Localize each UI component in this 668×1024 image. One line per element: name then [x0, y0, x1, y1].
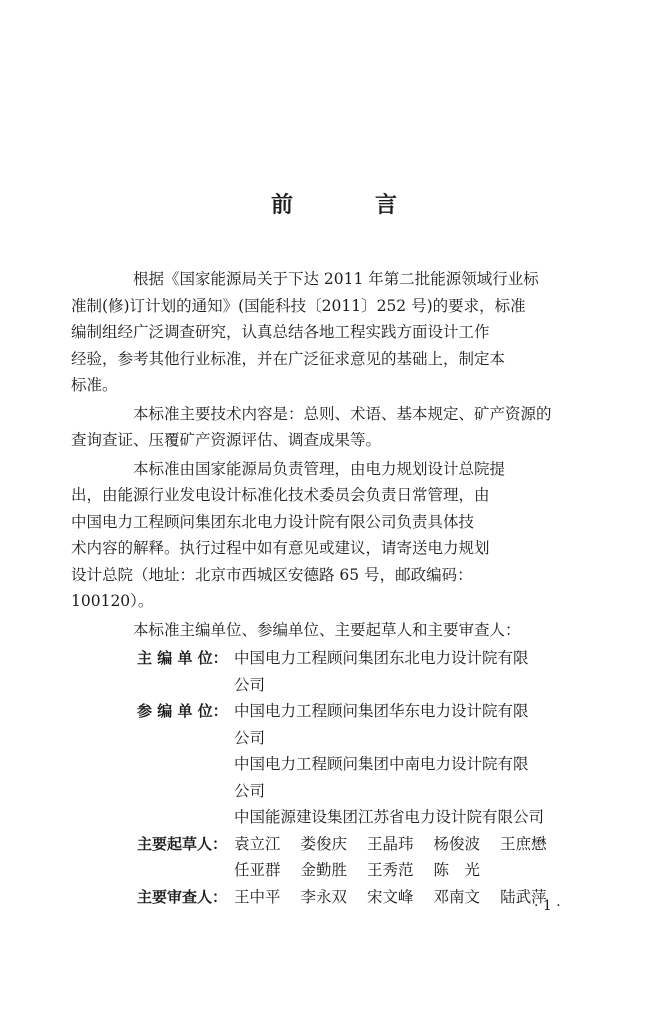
- drafter-name: 杨俊波: [433, 834, 481, 853]
- text-line: 本标准主编单位、参编单位、主要起草人和主要审查人：: [133, 620, 521, 639]
- reviewers-label: 主要审查人：: [137, 887, 228, 906]
- text-line: 查询查证、压覆矿产资源评估、调查成果等。: [71, 431, 382, 449]
- preface-paragraph-4: [102, 617, 590, 644]
- reviewer-name: 邓南文: [433, 887, 481, 906]
- preface-paragraph-2: [71, 401, 590, 454]
- reviewer-name: 陆武萍: [500, 887, 547, 906]
- text-line: 出，由能源行业发电设计标准化技术委员会负责日常管理，由: [71, 486, 490, 504]
- co-editor-value: 公司: [234, 728, 266, 747]
- main-reviewers: [102, 884, 590, 911]
- drafter-name: 王庶懋: [500, 834, 547, 853]
- preface-paragraph-1: [71, 266, 590, 399]
- drafter-name: 王晶玮: [367, 834, 414, 853]
- drafter-name: 娄俊庆: [300, 834, 348, 853]
- drafter-name: 金勤胜: [300, 861, 348, 879]
- drafters-row-2: [234, 857, 590, 884]
- main-drafters: [102, 831, 590, 884]
- text-line: 根据《国家能源局关于下达 2011 年第二批能源领域行业标: [133, 270, 539, 288]
- co-editor-label: 参 编 单 位：: [137, 702, 228, 720]
- text-line: 本标准由国家能源局负责管理，由电力规划设计总院提: [133, 459, 506, 478]
- drafter-name: 任亚群: [234, 861, 281, 879]
- text-line: 本标准主要技术内容是：总则、术语、基本规定、矿产资源的: [133, 404, 552, 423]
- drafter-name: 陈 光: [433, 861, 481, 879]
- text-line: 100120）。: [71, 592, 154, 610]
- text-line: 编制组经广泛调查研究，认真总结各地工程实践方面设计工作: [71, 323, 490, 341]
- chief-editor-label: 主 编 单 位：: [137, 649, 228, 667]
- reviewer-name: 宋文峰: [367, 887, 414, 906]
- reviewer-name: 王中平: [234, 887, 281, 906]
- preface-paragraph-3: [71, 456, 590, 615]
- co-editor-value: 公司: [234, 781, 266, 800]
- drafter-name: 袁立江: [234, 834, 281, 853]
- co-editor-value: 中国能源建设集团江苏省电力设计院有限公司: [234, 808, 545, 826]
- text-line: 中国电力工程顾问集团东北电力设计院有限公司负责具体技: [71, 512, 475, 531]
- page-number: · 1 ·: [534, 898, 561, 914]
- chief-editor-value: 中国电力工程顾问集团东北电力设计院有限: [234, 649, 529, 667]
- reviewer-name: 李永双: [300, 887, 348, 906]
- document-body: [71, 266, 590, 910]
- text-line: 标准。: [71, 376, 118, 394]
- drafters-label: 主要起草人：: [137, 834, 228, 853]
- co-editor-units: [102, 698, 590, 831]
- co-editor-value: 中国电力工程顾问集团中南电力设计院有限: [234, 755, 529, 773]
- text-line: 设计总院（地址：北京市西城区安德路 65 号，邮政编码：: [71, 565, 473, 584]
- co-editor-value: 中国电力工程顾问集团华东电力设计院有限: [234, 702, 529, 720]
- text-line: 准制(修)订计划的通知》(国能科技〔2011〕252 号)的要求，标准: [71, 296, 526, 315]
- chief-editor-value: 公司: [234, 675, 266, 694]
- page-title: 前 言: [270, 193, 427, 218]
- text-line: 经验，参考其他行业标准，并在广泛征求意见的基础上，制定本: [71, 349, 506, 368]
- text-line: 术内容的解释。执行过程中如有意见或建议，请寄送电力规划: [71, 539, 490, 557]
- drafter-name: 王秀范: [367, 861, 414, 879]
- drafters-row-1: [234, 831, 590, 858]
- chief-editor-unit: [102, 645, 590, 698]
